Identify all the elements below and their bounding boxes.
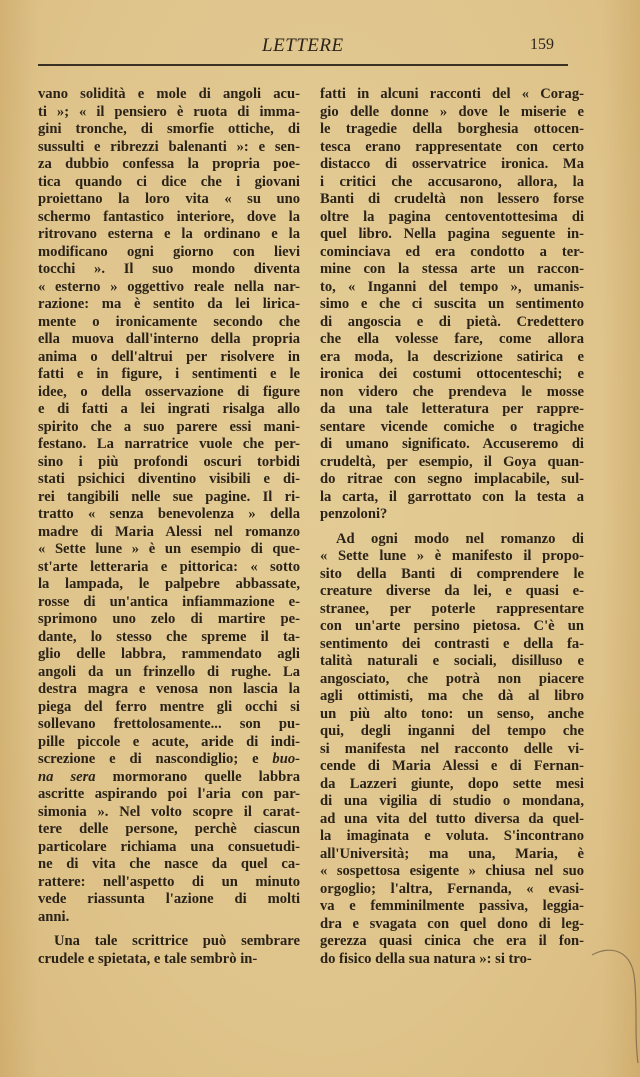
header-rule bbox=[38, 64, 568, 66]
text-line: st'arte letteraria e pittorica: « sotto bbox=[38, 558, 300, 575]
text-line: talità naturali e sociali, disilluso e bbox=[320, 653, 584, 669]
text-line: simonia ». Nel volto scopre il carat- bbox=[38, 803, 300, 820]
text-line: spirito che a suo parere essi mani- bbox=[38, 418, 300, 435]
text-line: cominciava ed era condotto a ter- bbox=[320, 243, 584, 260]
text-line: agli ottimisti, ma che dà al libro bbox=[320, 688, 584, 704]
text-line: tere delle persone, perchè ciascun bbox=[38, 821, 300, 837]
text-line: tica quando ci dice che i giovani bbox=[38, 173, 300, 190]
text-line: penzoloni? bbox=[320, 506, 388, 522]
text-line: la lampada, le palpebre abbassate, bbox=[38, 576, 300, 592]
page-header bbox=[40, 30, 474, 62]
paragraph-gap bbox=[320, 524, 584, 531]
text-line: ad una vita del tutto diversa da quel- bbox=[320, 810, 584, 827]
text-line: modificano ogni giorno con lievi bbox=[38, 243, 300, 260]
text-line: do fisico della sua natura »: si tro- bbox=[320, 950, 532, 967]
text-line: Una tale scrittrice può sembrare bbox=[54, 933, 300, 949]
text-line: gio delle donne » dove le miserie e bbox=[320, 103, 584, 120]
text-line: ascritte aspirando poi l'aria con par- bbox=[38, 786, 300, 802]
text-line: si manifesta nel racconto delle vi- bbox=[320, 740, 584, 757]
italic-text-run: buo- bbox=[272, 751, 300, 767]
text-line: da Lazzeri giunte, dopo sette mesi bbox=[320, 775, 584, 792]
text-line: mine con la stessa arte un raccon- bbox=[320, 261, 584, 277]
text-line: vede riassunta l'azione di molti bbox=[38, 891, 300, 907]
text-line: festano. La narratrice vuole che per- bbox=[38, 436, 300, 452]
text-line: da una tale letteratura per rappre- bbox=[320, 401, 584, 417]
running-title: LETTERE bbox=[262, 35, 344, 56]
text-line: di una vigilia di studio o mondana, bbox=[320, 793, 584, 809]
text-line: angosciato, che potrà non piacere bbox=[320, 670, 584, 687]
text-line: « Sette lune » è manifesto il propo- bbox=[320, 548, 584, 564]
text-line: di angoscia e di pietà. Credettero bbox=[320, 313, 584, 330]
text-line: rattere: nell'aspetto di un minuto bbox=[38, 873, 300, 890]
text-line: sentare vicende comiche o tragiche bbox=[320, 418, 584, 435]
text-line: razione: ma è sentito da lei lirica- bbox=[38, 296, 300, 312]
pencil-mark-decoration bbox=[590, 945, 640, 1065]
text-line: sussulti e ribrezzi balenanti »: e sen- bbox=[38, 138, 300, 155]
text-line: piega del ferro mentre gli occhi si bbox=[38, 698, 300, 715]
text-line: creature diverse da lei, e quasi e- bbox=[320, 583, 584, 599]
text-line: dante, lo stesso che spreme il ta- bbox=[38, 628, 300, 645]
text-line: stranee, per poterle rappresentare bbox=[320, 600, 584, 617]
text-line: rei tangibili nelle sue pagine. Il ri- bbox=[38, 488, 300, 505]
text-line: fatti in alcuni racconti del « Corag- bbox=[320, 86, 584, 102]
text-line: ti »; « il pensiero è ruota di imma- bbox=[38, 103, 300, 120]
text-line: stati psichici diventino visibili e di- bbox=[38, 471, 300, 487]
text-line: era moda, la descrizione satirica e bbox=[320, 348, 584, 365]
page-number: 159 bbox=[530, 36, 554, 53]
text-line: le tragedie della borghesia ottocen- bbox=[320, 121, 584, 137]
text-line: « Sette lune » è un esempio di que- bbox=[38, 541, 300, 557]
text-line: do ritrae con segno implacabile, sul- bbox=[320, 471, 584, 487]
text-line: glio delle labbra, rammendato agli bbox=[38, 646, 300, 662]
pencil-curve bbox=[592, 950, 638, 1063]
text-line bbox=[38, 751, 300, 769]
text-line: qui, degli inganni del tempo che bbox=[320, 723, 584, 739]
text-line: sino i più profondi oscuri torbidi bbox=[38, 453, 300, 470]
paragraph bbox=[320, 86, 584, 524]
text-line: dra e svagata con quel dono di leg- bbox=[320, 915, 584, 932]
paragraph bbox=[38, 933, 300, 968]
text-line: che ella volesse fare, come allora bbox=[320, 331, 584, 347]
text-line: mente o ironicamente secondo che bbox=[38, 313, 300, 330]
text-line: e di fatti a lei ingrati risalga allo bbox=[38, 401, 300, 417]
text-line bbox=[38, 769, 300, 787]
text-run: screzione e di nascondiglio; e bbox=[38, 751, 273, 767]
text-line: « esterno » oggettivo reale nella nar- bbox=[38, 278, 300, 295]
paragraph-gap bbox=[38, 926, 300, 933]
text-line: vano solidità e mole di angoli acu- bbox=[38, 86, 300, 102]
text-line: sollevano frettolosamente... son pu- bbox=[38, 716, 300, 732]
text-line: Banti di crudeltà non lessero forse bbox=[320, 191, 584, 207]
text-line: ne di vita che nasce da quel ca- bbox=[38, 856, 300, 872]
text-line: proiettano la loro vita « su uno bbox=[38, 191, 300, 207]
text-line: con un'arte persino pietosa. C'è un bbox=[320, 618, 584, 634]
paragraph bbox=[320, 531, 584, 969]
text-line: anima o dell'altrui per risolvere in bbox=[38, 348, 300, 365]
text-line: ella muova dall'interno della propria bbox=[38, 331, 300, 347]
text-line: « sospettosa esigente » chiusa nel suo bbox=[320, 863, 584, 879]
text-line: all'Università; ma una, Maria, è bbox=[320, 845, 584, 862]
text-line: sprimono uno zelo di martire pe- bbox=[38, 611, 300, 627]
text-line: di umano significato. Accuseremo di bbox=[320, 436, 584, 452]
text-line: gerezza quasi cinica che era il fon- bbox=[320, 933, 584, 949]
text-line: sentimento dei contrasti e della fa- bbox=[320, 635, 584, 652]
text-line: pille piccole e acute, aride di indi- bbox=[38, 733, 300, 750]
text-line: crudeltà, per esempio, il Goya quan- bbox=[320, 453, 584, 470]
text-run: mormorano quelle labbra bbox=[95, 768, 300, 785]
text-line: non videro che prendeva le mosse bbox=[320, 383, 584, 400]
text-line: simo e che ci suscita un sentimento bbox=[320, 296, 584, 312]
text-line: cende di Maria Alessi e di Fernan- bbox=[320, 758, 584, 774]
text-line: tocchi ». Il suo mondo diventa bbox=[38, 261, 300, 277]
text-line: idee, o della osservazione di figure bbox=[38, 383, 300, 400]
text-line: destra magra e venosa non lascia la bbox=[38, 681, 300, 697]
text-line: ironica dei costumi ottocenteschi; e bbox=[320, 366, 584, 382]
left-column bbox=[38, 86, 300, 968]
text-line: particolare richiama una consuetudi- bbox=[38, 838, 300, 855]
paragraph bbox=[38, 86, 300, 926]
text-line: gini tronche, di smorfie ottiche, di bbox=[38, 121, 300, 137]
text-line: to, « Inganni del tempo », umanis- bbox=[320, 278, 584, 295]
text-line: tratto « senza benevolenza » della bbox=[38, 506, 300, 522]
text-line: ritrovano esterna e la ordinano e la bbox=[38, 226, 300, 242]
text-line: quel libro. Nella pagina seguente in- bbox=[320, 226, 584, 242]
text-line: va e femminilmente passiva, leggia- bbox=[320, 898, 584, 914]
text-line: fatti e in figure, i sentimenti e le bbox=[38, 366, 300, 382]
text-line: la imaginata e voluta. S'incontrano bbox=[320, 828, 584, 844]
text-line: un più alto tono: un senso, anche bbox=[320, 705, 584, 722]
text-line: za dubbio confessa la propria poe- bbox=[38, 156, 300, 172]
text-line: distacco di osservatrice ironica. Ma bbox=[320, 156, 584, 172]
text-line: crudele e spietata, e tale sembrò in- bbox=[38, 950, 258, 967]
text-line: anni. bbox=[38, 908, 70, 925]
text-line: angoli da un frinzello di rughe. La bbox=[38, 663, 300, 680]
text-line: i critici che accusarono, allora, la bbox=[320, 173, 584, 190]
text-line: orgoglio; l'altra, Fernanda, « evasi- bbox=[320, 880, 584, 897]
right-column bbox=[320, 86, 584, 968]
italic-text-run: na sera bbox=[38, 768, 96, 785]
text-line: Ad ogni modo nel romanzo di bbox=[336, 530, 584, 547]
text-line: rosse di un'antica infiammazione e- bbox=[38, 593, 300, 610]
text-line: oltre la pagina centoventottesima di bbox=[320, 208, 584, 225]
text-line: tesca erano rappresentate con certo bbox=[320, 138, 584, 155]
text-line: sito della Banti di comprendere le bbox=[320, 565, 584, 582]
text-line: schermo fantastico interiore, dove la bbox=[38, 208, 300, 225]
text-line: madre di Maria Alessi nel romanzo bbox=[38, 523, 300, 540]
text-line: la carta, il garrottato con la testa a bbox=[320, 488, 584, 505]
